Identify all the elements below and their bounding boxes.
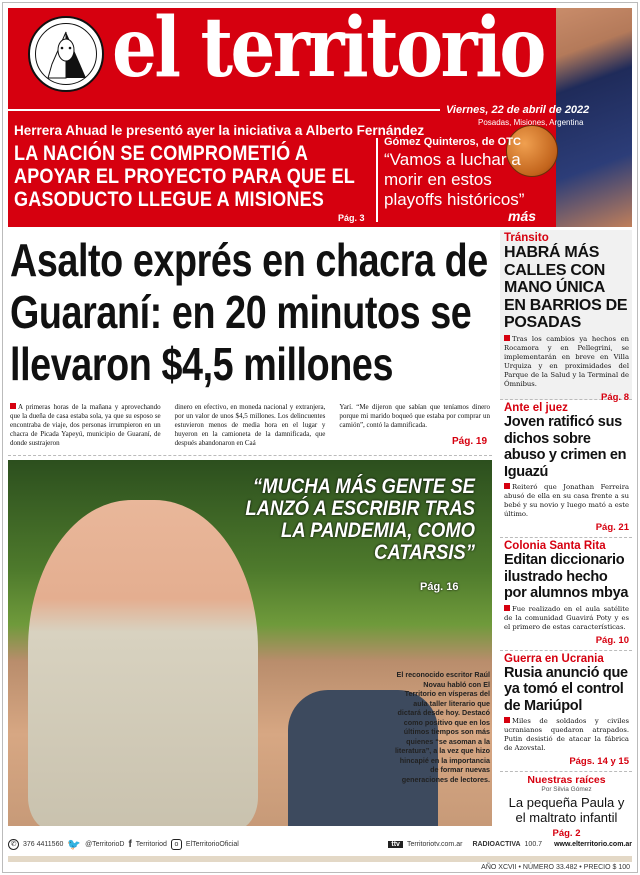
feature-page: Pág. 16 bbox=[420, 581, 459, 593]
divider bbox=[376, 138, 378, 222]
story-page: Pág. 8 bbox=[601, 391, 629, 403]
story-headline[interactable]: HABRÁ MÁS CALLES CON MANO ÚNICA EN BARRIOS DE POSADAS bbox=[504, 244, 628, 331]
story-headline[interactable]: Rusia anunció que ya tomó el control de Mariúpol bbox=[504, 664, 628, 714]
sidebar bbox=[500, 230, 632, 843]
top-story-kicker: Herrera Ahuad le presentó ayer la iniciativa a Alberto Fernández bbox=[14, 123, 425, 138]
issue-info: AÑO XCVII • NÚMERO 33.482 • PRECIO $ 100 bbox=[481, 864, 630, 871]
bullet-square bbox=[504, 605, 510, 611]
top-story-page: Pág. 3 bbox=[338, 213, 365, 223]
story-body: Miles de soldados y civiles ucranianos quedaron atrapados. Putin desistió de atacar la fábrica de Azovstal. bbox=[504, 717, 629, 752]
radio-frequency: 100.7 bbox=[524, 840, 543, 848]
main-story-page: Pág. 19 bbox=[452, 436, 488, 447]
issue-date: Viernes, 22 de abril de 2022 bbox=[446, 104, 590, 116]
body-column: A primeras horas de la mañana y aprovechando que la dueña de casa estaba sola, ya que su esposo se encontraba de viaje, dos personas irrumpieron en un chacra de Picada Yapeyú, municipio de Guaraní, de donde sustrajeron bbox=[10, 403, 161, 447]
divider bbox=[8, 455, 492, 456]
sidebar-column[interactable] bbox=[500, 772, 632, 843]
bullet-square bbox=[504, 335, 510, 341]
facebook-icon: f bbox=[128, 838, 132, 850]
sidebar-story[interactable] bbox=[500, 400, 632, 538]
feature-quote[interactable]: “MUCHA MÁS GENTE SE LANZÓ A ESCRIBIR TRAS LA PANDEMIA, COMO CATARSIS” bbox=[245, 475, 475, 564]
story-kicker: Guerra en Ucrania bbox=[504, 652, 604, 665]
story-page: Pág. 10 bbox=[595, 634, 629, 646]
masthead bbox=[8, 8, 632, 227]
radio-name[interactable]: RADIOACTIVA bbox=[472, 840, 521, 848]
story-headline[interactable]: Editan diccionario ilustrado hecho por alumnos mbya bbox=[504, 552, 629, 601]
tv-link[interactable]: Territoriotv.com.ar bbox=[406, 840, 463, 848]
issue-place: Posadas, Misiones, Argentina bbox=[478, 118, 584, 127]
instagram-icon: o bbox=[171, 839, 182, 850]
whatsapp-icon: ✆ bbox=[8, 839, 19, 850]
column-byline: Por Silvia Gómez bbox=[541, 786, 592, 793]
ttv-logo: ttv bbox=[388, 841, 403, 848]
whatsapp-number[interactable]: 376 4411560 bbox=[23, 840, 64, 848]
column-headline[interactable]: La pequeña Paula y el maltrato infantil bbox=[508, 795, 625, 825]
story-headline[interactable]: Joven ratificó sus dichos sobre abuso y crimen en Iguazú bbox=[504, 414, 627, 480]
story-body: Tras los cambios ya hechos en Rocamora y en Pellegrini, se implementarán en breve en Villa Urquiza y en proximidades del Parque de la Salud y la Terminal de Ómnibus. bbox=[504, 334, 629, 388]
top-story-headline[interactable]: LA NACIÓN SE COMPROMETIÓ A APOYAR EL PROYECTO PARA QUE EL GASODUCTO LLEGUE A MISIONES bbox=[14, 142, 355, 211]
body-column: dinero en efectivo, en moneda nacional y extranjera, por un valor de unos $4,5 millones. Los delincuentes estuvieron menos de media hora en el lugar y huyeron en la camioneta de la damnificada, que después abandonaron en Caá bbox=[174, 403, 326, 447]
footer-band bbox=[8, 856, 632, 862]
bullet-square bbox=[504, 717, 510, 723]
mas-section-logo: más bbox=[508, 208, 537, 224]
footer-bar bbox=[8, 836, 632, 852]
instagram-handle[interactable]: ElTerritorioOficial bbox=[185, 840, 239, 848]
story-page: Págs. 14 y 15 bbox=[569, 756, 629, 767]
story-body: Reiteró que Jonathan Ferreira abusó de ella en su casa frente a su bebé y su novio y luego mató a este último. bbox=[504, 483, 629, 518]
sidebar-story[interactable] bbox=[500, 230, 632, 403]
story-kicker: Ante el juez bbox=[504, 402, 568, 414]
bullet-square bbox=[10, 403, 16, 409]
sidebar-story[interactable] bbox=[500, 538, 632, 651]
sports-kicker: Gómez Quinteros, de OTC bbox=[384, 136, 521, 148]
website-link[interactable]: www.elterritorio.com.ar bbox=[554, 840, 632, 848]
sidebar-story[interactable] bbox=[500, 651, 632, 773]
story-page: Pág. 21 bbox=[595, 522, 629, 533]
twitter-icon: 🐦 bbox=[67, 838, 82, 851]
twitter-handle[interactable]: @TerritorioD bbox=[85, 840, 125, 848]
body-column: Yarí. “Me dijeron que sabían que teníamos dinero porque mi marido boqueó que estaba por comprar un camión”, contó la damnificada. bbox=[339, 403, 491, 429]
facebook-handle[interactable]: Territoriod bbox=[135, 840, 167, 848]
logo-emblem bbox=[28, 16, 104, 92]
story-body: Fue realizado en el aula satélite de la comunidad Guavirá Poty y es el primero de estas características. bbox=[504, 604, 629, 631]
column-page: Pág. 2 bbox=[552, 828, 581, 839]
main-headline[interactable]: Asalto exprés en chacra de Guaraní: en 20 minutos se llevaron $4,5 millones bbox=[10, 234, 488, 390]
sports-quote[interactable]: “Vamos a luchar a morir en estos playoffs históricos” bbox=[384, 150, 525, 209]
bullet-square bbox=[504, 483, 510, 489]
column-kicker: Nuestras raíces bbox=[527, 774, 606, 786]
feature-caption: El reconocido escritor Raúl Novau habló con El Territorio en vísperas del aula taller literario que dictará desde hoy. Destacó como positivo que en los últimos tiempos son más quienes “se asoman a la literatura”, a la vez que hizo hincapié en la importancia de formar nuevas generaciones de lectores. bbox=[394, 670, 490, 784]
newspaper-title: el territorio bbox=[112, 8, 544, 96]
story-kicker: Colonia Santa Rita bbox=[504, 540, 606, 552]
main-story-body bbox=[10, 403, 490, 448]
divider bbox=[8, 109, 440, 111]
story-kicker: Tránsito bbox=[504, 232, 549, 244]
